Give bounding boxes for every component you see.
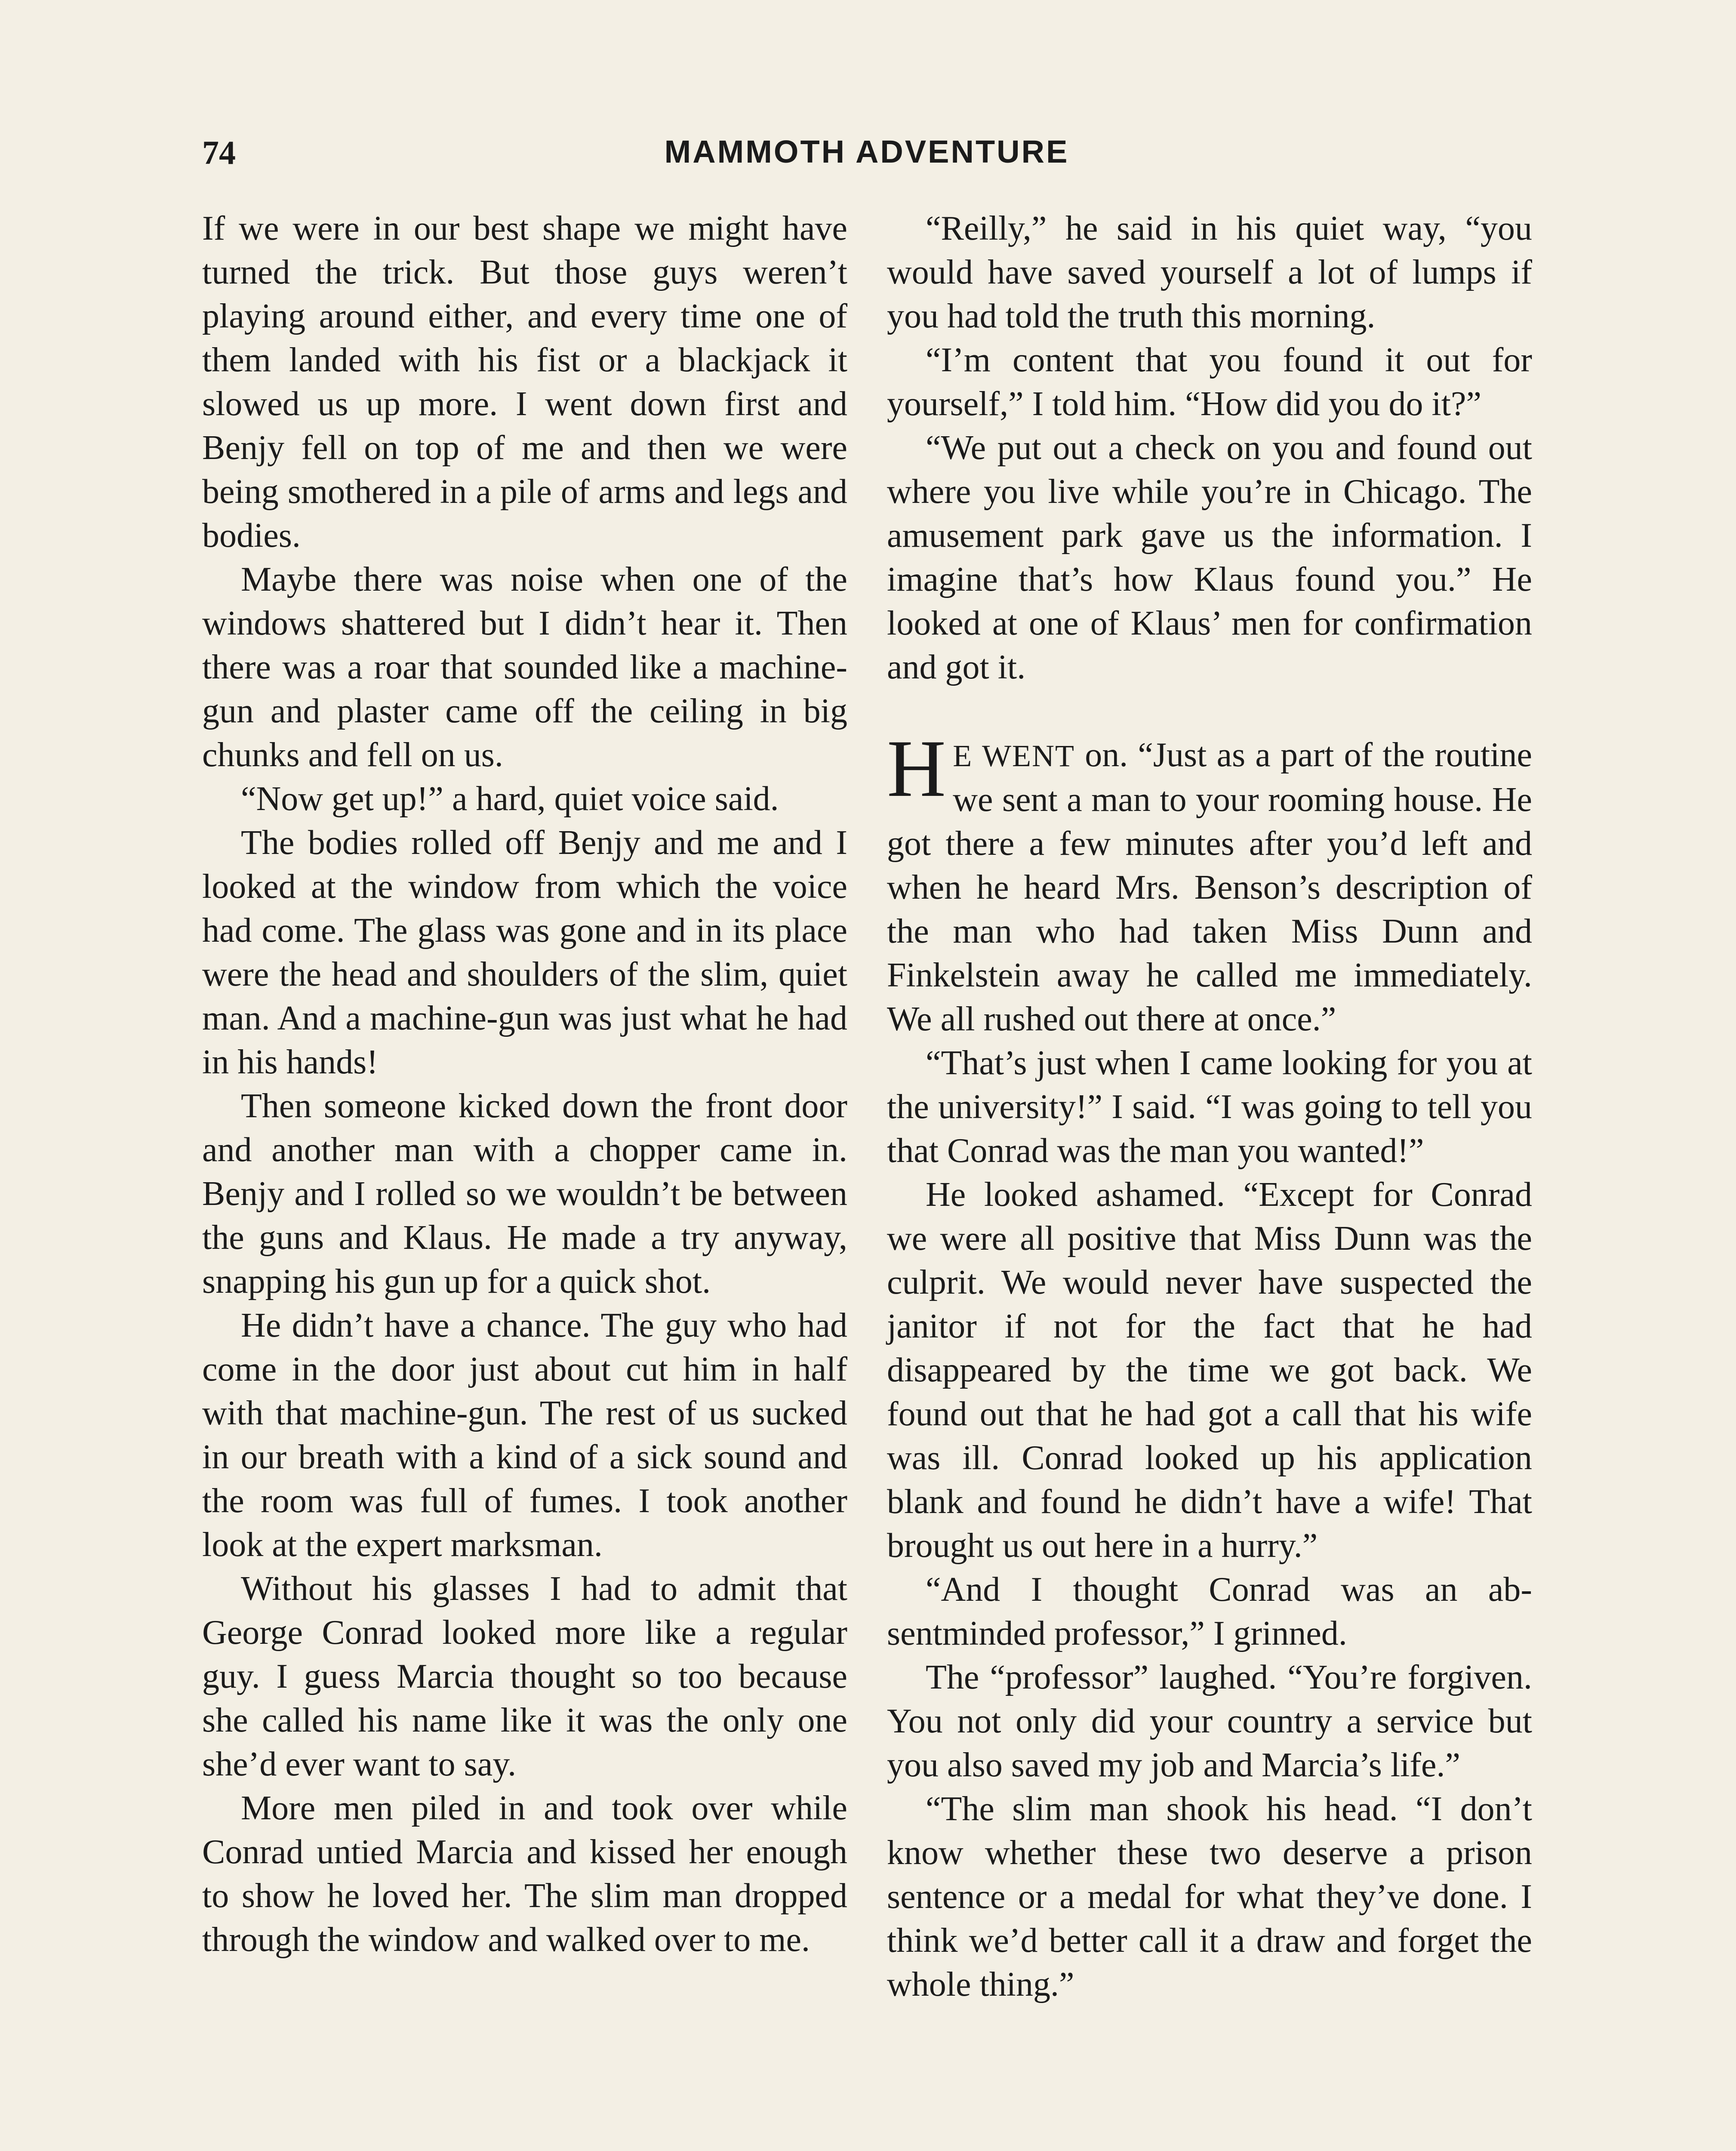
- paragraph: He didn’t have a chance. The guy who had come in the door just about cut him in half with that machine-gun. The rest of us sucked in our breath with a kind of a sick sound and the room was full of fumes. I took another look at the expert marksman.: [202, 1307, 847, 1564]
- paragraph: “And I thought Conrad was an absentminded professor,” I grinned.: [887, 1571, 1532, 1652]
- paragraph: Maybe there was noise when one of the windows shattered but I didn’t hear it. Then there was a roar that sounded like a machine-gun and plaster came off the ceiling in big chunks and fell on us.: [202, 561, 847, 774]
- paragraph: “That’s just when I came looking for you at the university!” I said. “I was going to tell you that Conrad was the man you wanted!”: [887, 1044, 1532, 1170]
- paragraph: The “professor” laughed. “You’re forgiven. You not only did your country a service but you also saved my job and Marcia’s life.”: [887, 1658, 1532, 1784]
- running-title: MAMMOTH ADVENTURE: [664, 134, 1069, 169]
- right-column: [887, 206, 1532, 2006]
- paragraph: More men piled in and took over while Conrad untied Marcia and kissed her enough to show he loved her. The slim man dropped through the window and walked over to me.: [202, 1789, 847, 1959]
- paragraph: He looked ashamed. “Except for Conrad we were all positive that Miss Dunn was the culprit. We would never have suspected the janitor if not for the fact that he had disappeared by the time we got back. We found out that he had got a call that his wife was ill. Conrad looked up his application blank and found he didn’t have a wife! That brought us out here in a hurry.”: [887, 1176, 1532, 1565]
- dropcap-paragraph: [887, 724, 1532, 1041]
- left-column: [202, 206, 847, 1962]
- dropcap-text: on. “Just as a part of the routine we sent a man to your rooming house. He got there a few minutes after you’d left and when he heard Mrs. Benson’s description of the man who had taken Miss Dunn and Finkelstein away he called me immediately. We all rushed out there at once.”: [887, 736, 1532, 1038]
- paragraph: If we were in our best shape we might have turned the trick. But those guys weren’t playing around either, and every time one of them landed with his fist or a blackjack it slowed us up more. I went down first and Benjy fell on top of me and then we were being smothered in a pile of arms and legs and bodies.: [202, 210, 847, 555]
- paragraph: Then someone kicked down the front door and another man with a chopper came in. Benjy and I rolled so we wouldn’t be between the guns and Klaus. He made a try anyway, snapping his gun up for a quick shot.: [202, 1087, 847, 1300]
- page-header: [202, 125, 1531, 185]
- paragraph: “We put out a check on you and found out where you live while you’re in Chicago. The amusement park gave us the information. I imagine that’s how Klaus found you.” He looked at one of Klaus’ men for confirmation and got it.: [887, 429, 1532, 686]
- page-number: 74: [202, 134, 236, 171]
- paragraph: “Reilly,” he said in his quiet way, “you would have saved yourself a lot of lumps if you had told the truth this morning.: [887, 210, 1532, 335]
- paragraph: “The slim man shook his head. “I don’t know whether these two deserve a prison sentence or a medal for what they’ve done. I think we’d better call it a draw and forget the whole thing.”: [887, 1790, 1532, 2003]
- drop-cap: H: [887, 724, 946, 814]
- paragraph: Without his glasses I had to admit that George Conrad looked more like a regular guy. I guess Marcia thought so too because she called his name like it was the only one she’d ever want to say.: [202, 1570, 847, 1783]
- paragraph: “I’m content that you found it out for yourself,” I told him. “How did you do it?”: [887, 341, 1532, 423]
- paragraph: “Now get up!” a hard, quiet voice said.: [241, 780, 779, 818]
- section-lead: E WENT: [953, 739, 1075, 773]
- paragraph: The bodies rolled off Benjy and me and I looked at the window from which the voice had come. The glass was gone and in its place were the head and shoulders of the slim, quiet man. And a machine-gun was just what he had in his hands!: [202, 824, 847, 1081]
